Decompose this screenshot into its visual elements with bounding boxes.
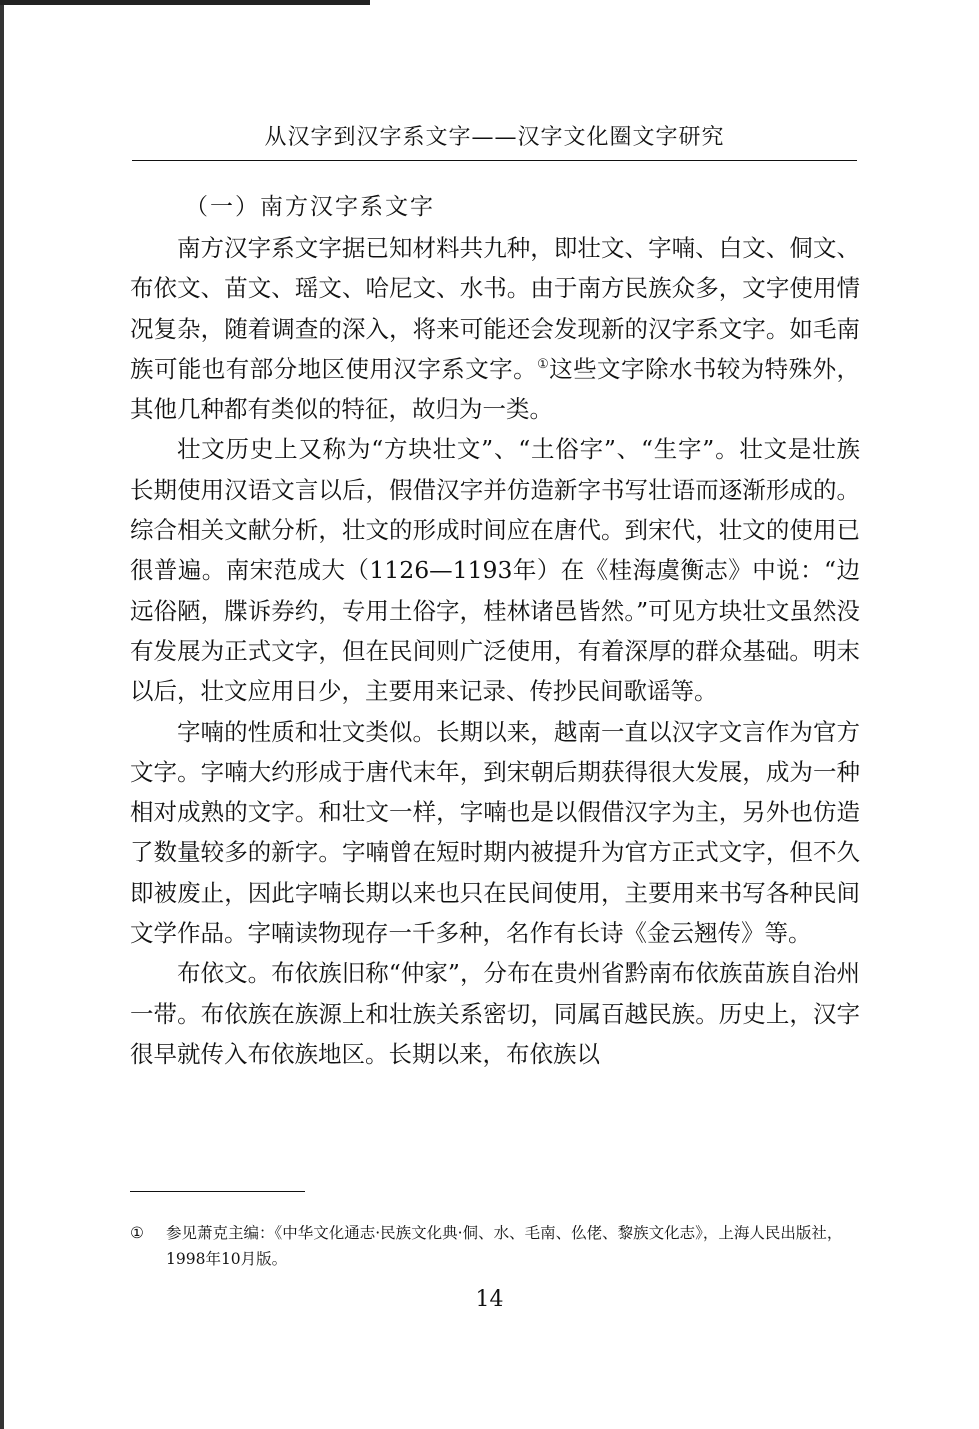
paragraph-4: 布依文。布依族旧称“仲家”，分布在贵州省黔南布依族苗族自治州一带。布依族在族源上和壮族关系密切，同属百越民族。历史上，汉字很早就传入布依族地区。长期以来，布依族以 bbox=[130, 959, 860, 1068]
page-number: 14 bbox=[475, 1287, 504, 1312]
footnote-reference[interactable]: ① bbox=[537, 357, 550, 373]
section-title: （一）南方汉字系文字 bbox=[185, 194, 435, 220]
page-edge-shadow bbox=[0, 0, 4, 1429]
running-head: 从汉字到汉字系文字——汉字文化圈文字研究 bbox=[264, 125, 725, 150]
paragraph-3: 字喃的性质和壮文类似。长期以来，越南一直以汉字文言作为官方文字。字喃大约形成于唐代末年，到宋朝后期获得很大发展，成为一种相对成熟的文字。和壮文一样，字喃也是以假借汉字为主，另外也仿造了数量较多的新字。字喃曾在短时期内被提升为官方正式文字，但不久即被废止，因此字喃长期以来也只在民间使用，主要用来书写各种民间文学作品。字喃读物现存一千多种，名作有长诗《金云翘传》等。 bbox=[130, 717, 860, 948]
footnote bbox=[130, 1220, 855, 1272]
footnote-divider bbox=[130, 1191, 305, 1192]
paragraph-1-text: 南方汉字系文字据已知材料共九种，即壮文、字喃、白文、侗文、布依文、苗文、瑶文、哈尼文、水书。由于南方民族众多，文字使用情况复杂，随着调查的深入，将来可能还会发现新的汉字系文字。如毛南族可能也有部分地区使用汉字系文字。 bbox=[130, 234, 860, 383]
paragraph-2: 壮文历史上又称为“方块壮文”、“土俗字”、“生字”。壮文是壮族长期使用汉语文言以后，假借汉字并仿造新字书写壮语而逐渐形成的。综合相关文献分析，壮文的形成时间应在唐代。到宋代，壮文的使用已很普遍。南宋范成大（1126—1193年）在《桂海虞衡志》中说：“边远俗陋，牒诉券约，专用土俗字，桂林诸邑皆然。”可见方块壮文虽然没有发展为正式文字，但在民间则广泛使用，有着深厚的群众基础。明末以后，壮文应用日少，主要用来记录、传抄民间歌谣等。 bbox=[130, 435, 860, 706]
footnote-mark: ① bbox=[130, 1224, 144, 1242]
header-divider bbox=[132, 160, 857, 161]
scan-top-mark bbox=[0, 0, 370, 5]
body-text bbox=[130, 228, 860, 1074]
paragraph-1 bbox=[130, 228, 860, 429]
footnote-text: 参见萧克主编：《中华文化通志·民族文化典·侗、水、毛南、仫佬、黎族文化志》，上海人民出版社，1998年10月版。 bbox=[166, 1224, 843, 1268]
paragraph-1-tail: 这些文字除水书较为特殊外，其他几种都有类似的特征，故归为一类。 bbox=[130, 354, 861, 424]
